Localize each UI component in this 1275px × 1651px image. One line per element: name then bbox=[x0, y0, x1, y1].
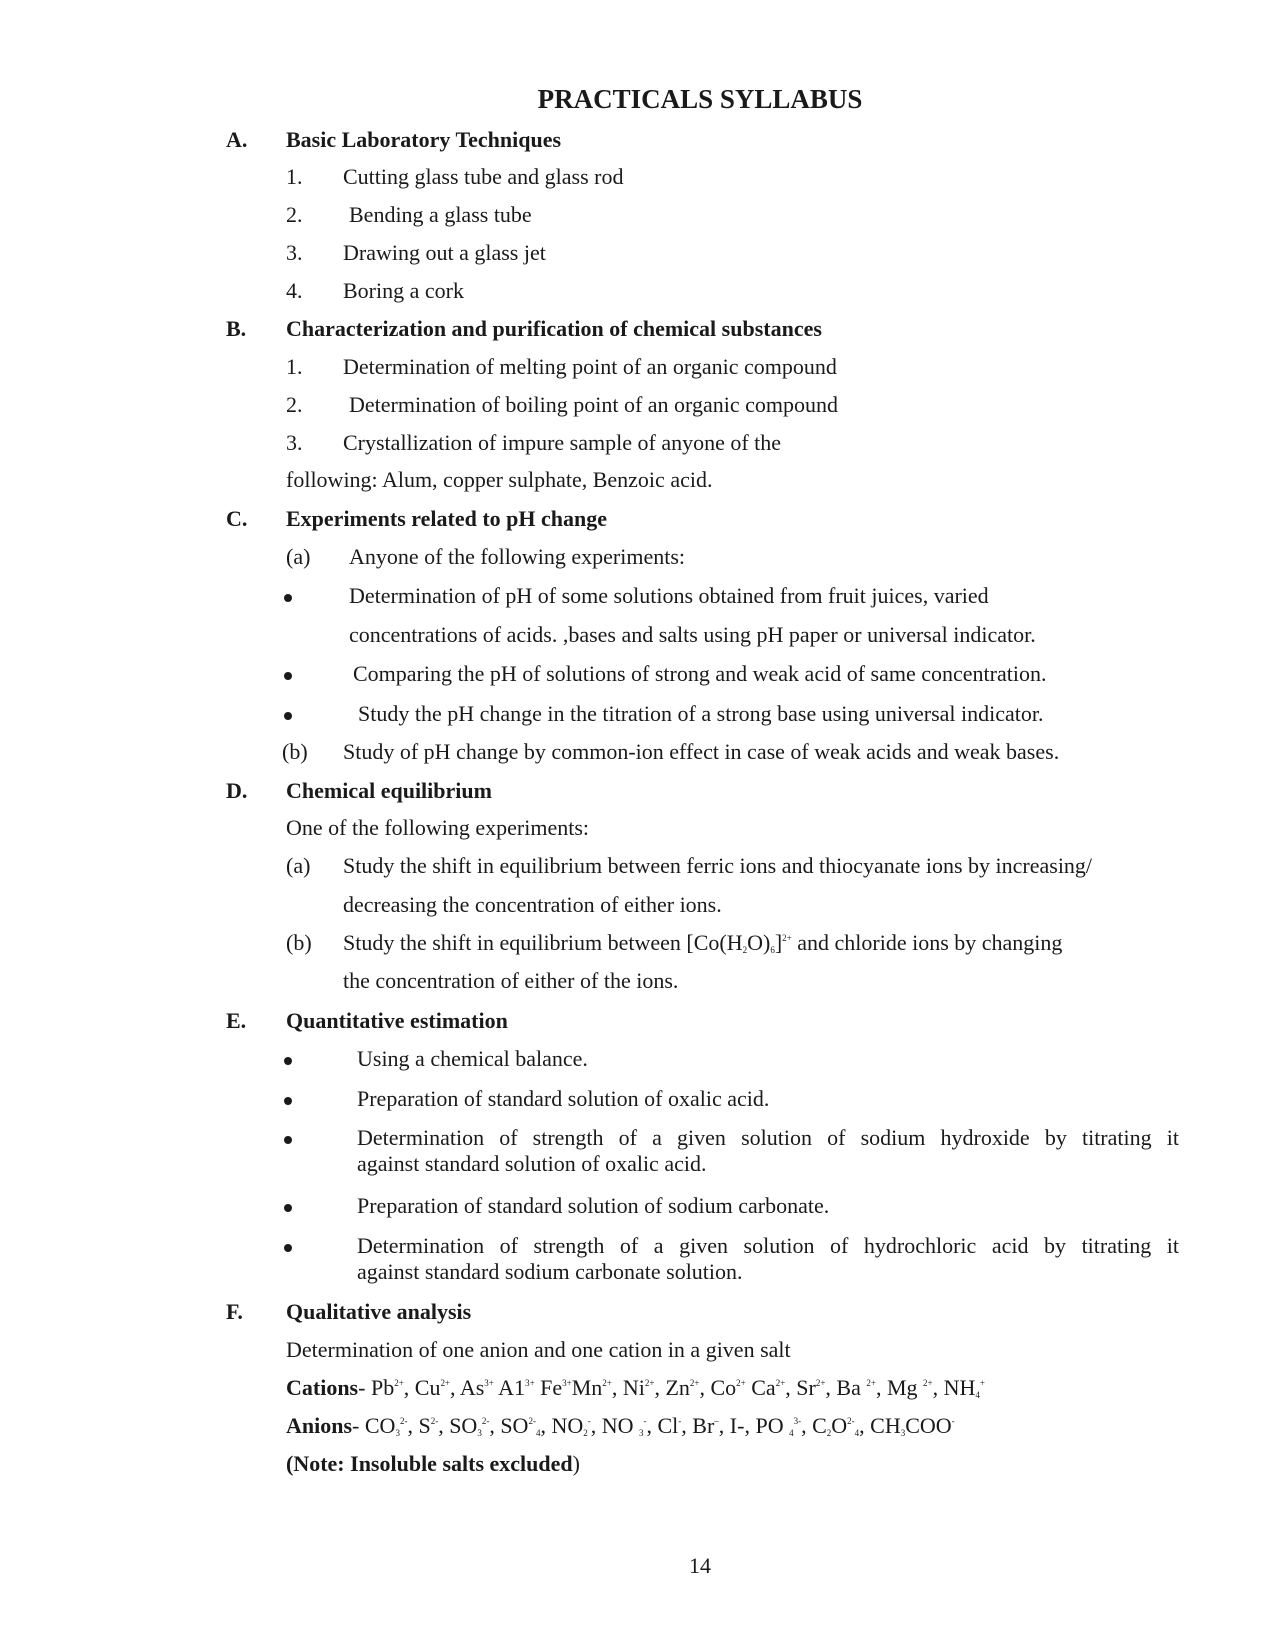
section-c-heading: Experiments related to pH change bbox=[286, 506, 608, 531]
list-number: 2. bbox=[286, 392, 303, 417]
anion: $SO^{2-}_4$, bbox=[500, 1413, 552, 1438]
anion: Cl-, bbox=[657, 1413, 693, 1438]
cation: $As^{3+}$ bbox=[459, 1375, 494, 1400]
anion: I-, bbox=[729, 1413, 756, 1438]
list-item: Determination of melting point of an organic compound bbox=[343, 354, 837, 379]
bullet-icon bbox=[284, 1097, 292, 1105]
section-d-letter: D. bbox=[226, 778, 248, 803]
cation: $Zn^{2+}$, bbox=[665, 1375, 711, 1400]
section-a-heading: Basic Laboratory Techniques bbox=[286, 127, 562, 152]
page-number: 14 bbox=[689, 1553, 711, 1578]
cation: $Ca^{2+}$, bbox=[751, 1375, 797, 1400]
list-continuation: following: Alum, copper sulphate, Benzoic acid. bbox=[286, 467, 713, 492]
anion: $CH_3COO^-$ bbox=[870, 1413, 955, 1438]
cation: $NH_4^+$ bbox=[943, 1375, 985, 1400]
list-number: 4. bbox=[286, 278, 303, 303]
bullet-icon bbox=[284, 594, 292, 602]
bullet-text: concentrations of acids. ,bases and salts using pH paper or universal indicator. bbox=[349, 622, 1036, 647]
cation: $A1^{3+}$ bbox=[498, 1375, 535, 1400]
list-item: Drawing out a glass jet bbox=[343, 240, 546, 265]
bullet-text: Using a chemical balance. bbox=[357, 1046, 588, 1071]
anion: $SO_3^{2-}$, bbox=[449, 1413, 501, 1438]
section-f-letter: F. bbox=[226, 1299, 243, 1324]
sub-label: (a) bbox=[286, 544, 311, 569]
bullet-text: against standard sodium carbonate solution. bbox=[357, 1259, 743, 1284]
list-item: Crystallization of impure sample of anyone of the bbox=[343, 430, 782, 455]
list-number: 1. bbox=[286, 354, 303, 379]
anion: $C_2O^{2-}_4$, bbox=[812, 1413, 871, 1438]
section-intro: Determination of one anion and one cation in a given salt bbox=[286, 1337, 791, 1362]
bullet-text: Preparation of standard solution of sodium carbonate. bbox=[357, 1193, 830, 1218]
list-number: 1. bbox=[286, 164, 303, 189]
anion: Br–, bbox=[692, 1413, 730, 1438]
cation: $Co^{2+}$ bbox=[710, 1375, 746, 1400]
anions-line: Anions- $CO_3^{2-}$, $S^{2-}$, $SO_3^{2-}$, $SO^{2-}_4$, $NO_2^-$, NO $_3$-, Cl-, Br–, I-, PO $_4^{3-}$, $C_2O^{2-}_4$, $CH_3COO^-$ bbox=[286, 1413, 955, 1438]
section-intro: One of the following experiments: bbox=[286, 815, 590, 840]
section-f-heading: Qualitative analysis bbox=[286, 1299, 472, 1324]
cation: Ba $^{2+}$, bbox=[836, 1375, 887, 1400]
bullet-icon bbox=[284, 1057, 292, 1065]
anion-list bbox=[365, 1413, 955, 1438]
bullet-icon bbox=[284, 672, 292, 680]
sub-text: Study of pH change by common-ion effect in case of weak acids and weak bases. bbox=[343, 739, 1060, 764]
section-a-letter: A. bbox=[226, 127, 248, 152]
cation: $Fe^{3+}$ bbox=[540, 1375, 572, 1400]
section-e-letter: E. bbox=[226, 1008, 247, 1033]
anion: $S^{2-}$, bbox=[418, 1413, 450, 1438]
cation: $Pb^{2+}$, bbox=[370, 1375, 415, 1400]
sub-text: Anyone of the following experiments: bbox=[349, 544, 686, 569]
bullet-text: Preparation of standard solution of oxalic acid. bbox=[357, 1086, 770, 1111]
sub-label: (a) bbox=[286, 853, 311, 878]
anion: $NO_2^-$, bbox=[551, 1413, 602, 1438]
cation: $Ni^{2+}$, bbox=[622, 1375, 666, 1400]
sub-label: (b) bbox=[282, 739, 308, 764]
anion: $CO_3^{2-}$, bbox=[364, 1413, 419, 1438]
bullet-icon bbox=[284, 1204, 292, 1212]
list-item: Bending a glass tube bbox=[349, 202, 532, 227]
list-item: Determination of boiling point of an organic compound bbox=[349, 392, 838, 417]
cation-list bbox=[371, 1375, 985, 1400]
bullet-text: Determination of pH of some solutions obtained from fruit juices, varied bbox=[349, 583, 989, 608]
bullet-text: Determination of strength of a given solution of sodium hydroxide by titrating it bbox=[357, 1125, 1179, 1150]
bullet-text: Determination of strength of a given solution of hydrochloric acid by titrating it bbox=[357, 1233, 1179, 1258]
list-number: 3. bbox=[286, 430, 303, 455]
anion: PO $_4^{3-}$, bbox=[755, 1413, 813, 1438]
cation: $Sr^{2+}$, bbox=[796, 1375, 837, 1400]
cations-line: Cations- $Pb^{2+}$, $Cu^{2+}$, $As^{3+}$ $A1^{3+}$ $Fe^{3+}Mn^{2+}$, $Ni^{2+}$, $Zn^{2+}$, $Co^{2+}$ $Ca^{2+}$, $Sr^{2+}$, Ba $^{2+}$, Mg $^{2+}$, $NH_4^+$ bbox=[286, 1375, 985, 1400]
sub-text: decreasing the concentration of either ions. bbox=[343, 892, 722, 917]
sub-text-formula: Study the shift in equilibrium between $[Co(H_2O)_6]^{2+}$ and chloride ions by changing bbox=[343, 930, 1063, 955]
bullet-text: Comparing the pH of solutions of strong and weak acid of same concentration. bbox=[353, 661, 1047, 686]
sub-label: (b) bbox=[286, 930, 312, 955]
bullet-icon bbox=[284, 712, 292, 720]
note: (Note: Insoluble salts excluded) bbox=[286, 1451, 580, 1476]
section-c-letter: C. bbox=[226, 506, 248, 531]
anions-label: Anions bbox=[286, 1413, 353, 1438]
list-item: Boring a cork bbox=[343, 278, 464, 303]
list-item: Cutting glass tube and glass rod bbox=[343, 164, 624, 189]
section-e-heading: Quantitative estimation bbox=[286, 1008, 508, 1033]
page-title: PRACTICALS SYLLABUS bbox=[537, 84, 863, 114]
bullet-icon bbox=[284, 1136, 292, 1144]
list-number: 2. bbox=[286, 202, 303, 227]
section-b-heading: Characterization and purification of chemical substances bbox=[286, 316, 822, 341]
cations-label: Cations bbox=[286, 1375, 359, 1400]
cation: $Mn^{2+}$, bbox=[571, 1375, 623, 1400]
bullet-text: against standard solution of oxalic acid. bbox=[357, 1151, 707, 1176]
anion: NO $_3$-, bbox=[601, 1413, 658, 1438]
sub-text: the concentration of either of the ions. bbox=[343, 968, 679, 993]
bullet-icon bbox=[284, 1244, 292, 1252]
list-number: 3. bbox=[286, 240, 303, 265]
bullet-text: Study the pH change in the titration of a strong base using universal indicator. bbox=[358, 701, 1044, 726]
sub-text: Study the shift in equilibrium between ferric ions and thiocyanate ions by increasing/ bbox=[343, 853, 1093, 878]
cation: Mg $^{2+}$, bbox=[886, 1375, 944, 1400]
section-d-heading: Chemical equilibrium bbox=[286, 778, 492, 803]
cation: $Cu^{2+}$, bbox=[414, 1375, 460, 1400]
section-b-letter: B. bbox=[226, 316, 247, 341]
